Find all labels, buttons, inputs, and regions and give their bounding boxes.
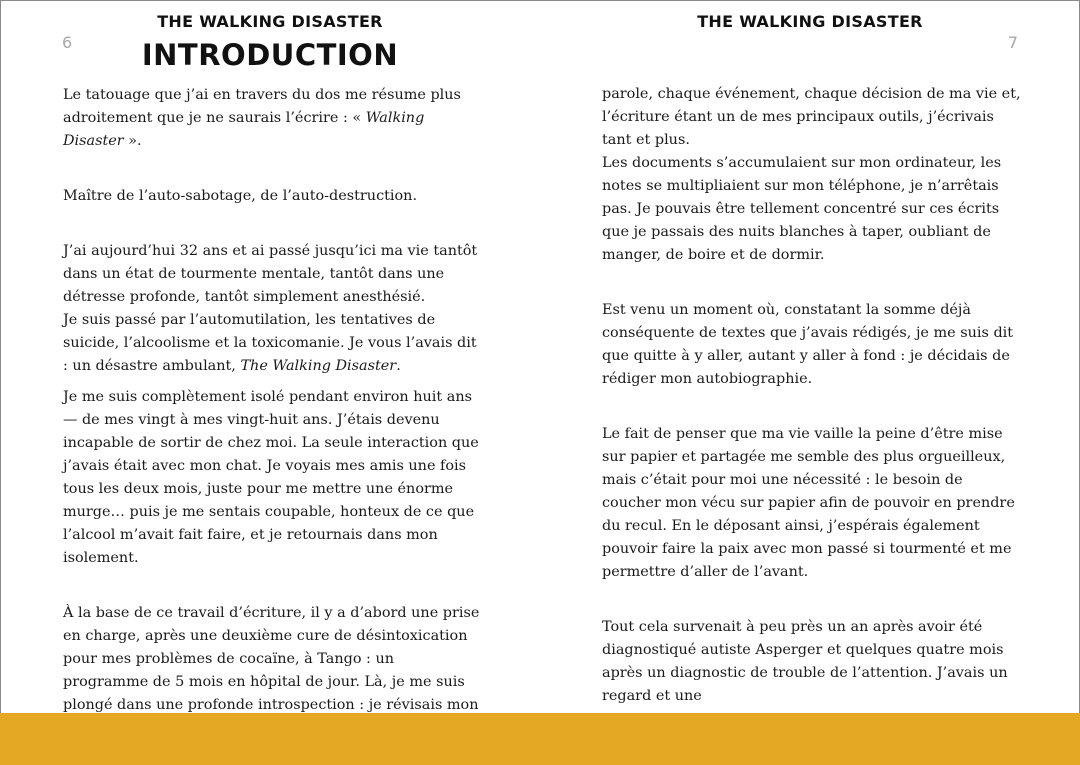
paragraph: Est venu un moment où, constatant la somme déjà conséquente de textes que j’avais rédigés, je me suis dit que quitte à y aller, autant y aller à fond : je décidais de rédiger mon autobiographie. — [602, 302, 1014, 387]
chapter-title: INTRODUCTION — [141, 38, 399, 72]
page-number: 6 — [62, 33, 73, 52]
paragraph: Les documents s’accumulaient sur mon ordinateur, les notes se multipliaient sur mon téléphone, je n’arrêtais pas. Je pouvais être tellement concentré sur ces écrits que je passais des nuits blanches à taper, oubliant de manger, de boire et de dormir. — [602, 155, 1002, 263]
paragraph: J’ai aujourd’hui 32 ans et ai passé jusqu’ici ma vie tantôt dans un état de tourmente mentale, tantôt dans une détresse profonde, tantôt simplement anesthésié. — [63, 243, 478, 305]
running-title: THE WALKING DISASTER — [697, 12, 923, 31]
paragraph: parole, chaque événement, chaque décision de ma vie et, l’écriture étant un de mes principaux outils, j’écrivais tant et plus. — [602, 86, 1021, 148]
paragraph: Je me suis complètement isolé pendant environ huit ans — de mes vingt à mes vingt-huit ans. J’étais devenu incapable de sortir de chez moi. La seule interaction que j’avais était avec mon chat. Je voyais mes amis une fois tous les deux mois, juste pour me mettre une énorme murge… puis je me sentais coupable, honteux de ce que l’alcool m’avait fait faire, et je retournais dans mon isolement. — [63, 389, 479, 566]
right-page — [540, 0, 1080, 713]
left-page — [0, 0, 540, 713]
paragraph: Tout cela survenait à peu près un an après avoir été diagnostiqué autiste Asperger et quelques quatre mois après un diagnostic de trouble de l’attention. J’avais un regard et une — [602, 619, 1008, 704]
body-text — [63, 84, 483, 740]
paragraph: Maître de l’auto-sabotage, de l’auto-destruction. — [63, 188, 418, 204]
page-number: 7 — [1007, 33, 1018, 52]
running-title: THE WALKING DISASTER — [157, 12, 383, 31]
footer-bar — [0, 713, 1080, 765]
body-text — [602, 83, 1024, 708]
paragraph: À la base de ce travail d’écriture, il y a d’abord une prise en charge, après une deuxième cure de désintoxication pour mes problèmes de cocaïne, à Tango : un programme de 5 mois en hôpital de jour. Là, je me suis plongé dans une profonde introspection : je révisais mon — [63, 605, 480, 713]
paragraph: Le fait de penser que ma vie vaille la peine d’être mise sur papier et partagée me semble des plus orgueilleux, mais c’était pour moi une nécessité : le besoin de coucher mon vécu sur papier afin de pouvoir en prendre du recul. En le déposant ainsi, j’espérais également pouvoir faire la paix avec mon passé si tourmenté et me permettre d’aller de l’avant. — [602, 426, 1015, 580]
paragraph: Le tatouage que j’ai en travers du dos me résume plus adroitement que je ne saurais l’écrire : « Walking Disaster ». — [63, 87, 461, 149]
paragraph: Je suis passé par l’automutilation, les tentatives de suicide, l’alcoolisme et la toxicomanie. Je vous l’avais dit : un désastre ambulant, The Walking Disaster. — [63, 312, 477, 374]
